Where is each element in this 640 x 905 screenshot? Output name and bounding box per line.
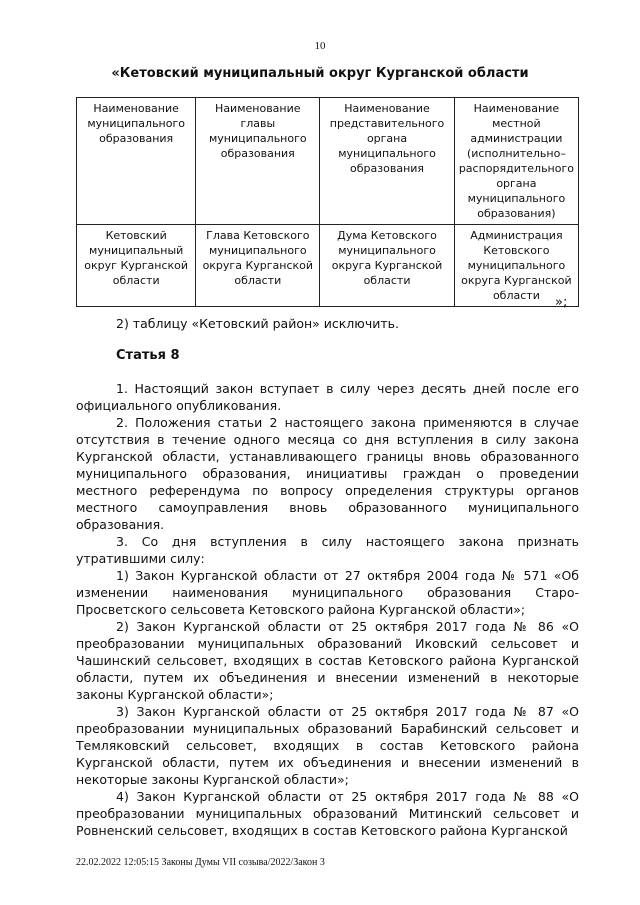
article-title: Статья 8 [116,348,180,363]
table-header-row [77,98,579,225]
repealed-law-3: 3) Закон Курганской области от 25 октября 2017 года № 87 «О преобразовании муниципальных образований Барабинский сельсовет и Темляковский сельсовет, входящих в состав Кетовского района Курганской области, путем их объединения и внесении изменений в некоторые законы Курганской области»; [76,704,579,787]
table-heading: «Кетовский муниципальный округ Курганской области [111,66,529,81]
municipal-structure-table [76,97,579,307]
repealed-law-1: 1) Закон Курганской области от 27 октября 2004 года № 571 «Об изменении наименования муниципального образования Старо-Просветского сельсовета Кетовского района Курганской области»; [76,568,579,617]
amendment-item-2-text: 2) таблицу «Кетовский район» исключить. [116,316,399,331]
article-body [76,380,579,839]
paragraph-1: 1. Настоящий закон вступает в силу через десять дней после его официального опубликования. [76,381,579,413]
repealed-law-4: 4) Закон Курганской области от 25 октября 2017 года № 88 «О преобразовании муниципальных образований Митинский сельсовет и Ровненский сельсовет, входящих в состав Кетовского района Курганской [76,789,579,838]
table-header-cell: Наименование муниципального образования [77,98,196,225]
table-row [77,225,579,307]
closing-quote: »; [555,295,568,310]
paragraph-2: 2. Положения статьи 2 настоящего закона применяются в случае отсутствия в течение одного месяца со дня вступления в силу закона Курганской области, устанавливающего границы вновь образованного муниципального образования, инициативы граждан о проведении местного референдума по вопросу определения структуры органов местного самоуправления вновь образованного муниципального образования. [76,415,579,532]
amendment-item-2 [76,315,579,332]
repealed-law-2: 2) Закон Курганской области от 25 октября 2017 года № 86 «О преобразовании муниципальных образований Иковский сельсовет и Чашинский сельсовет, входящих в состав Кетовского района Курганской области, путем их объединения и внесении изменений в некоторые законы Курганской области»; [76,619,579,702]
table-header-cell: Наименование главы муниципального образования [196,98,320,225]
table-cell: Глава Кетовского муниципального округа Курганской области [196,225,320,307]
table-header-cell: Наименование представительного органа муниципального образования [320,98,455,225]
table-header-cell: Наименование местной администрации (исполнительно–распорядительного органа муниципального образования) [454,98,578,225]
paragraph-3: 3. Со дня вступления в силу настоящего закона признать утратившими силу: [76,534,579,566]
table-cell: Администрация Кетовского муниципального округа Курганской области [454,225,578,307]
table-cell: Кетовский муниципальный округ Курганской области [77,225,196,307]
table-cell: Дума Кетовского муниципального округа Курганской области [320,225,455,307]
footer-stamp: 22.02.2022 12:05:15 Законы Думы VII созыва/2022/Закон 3 [76,857,325,868]
page-number: 10 [314,40,326,52]
